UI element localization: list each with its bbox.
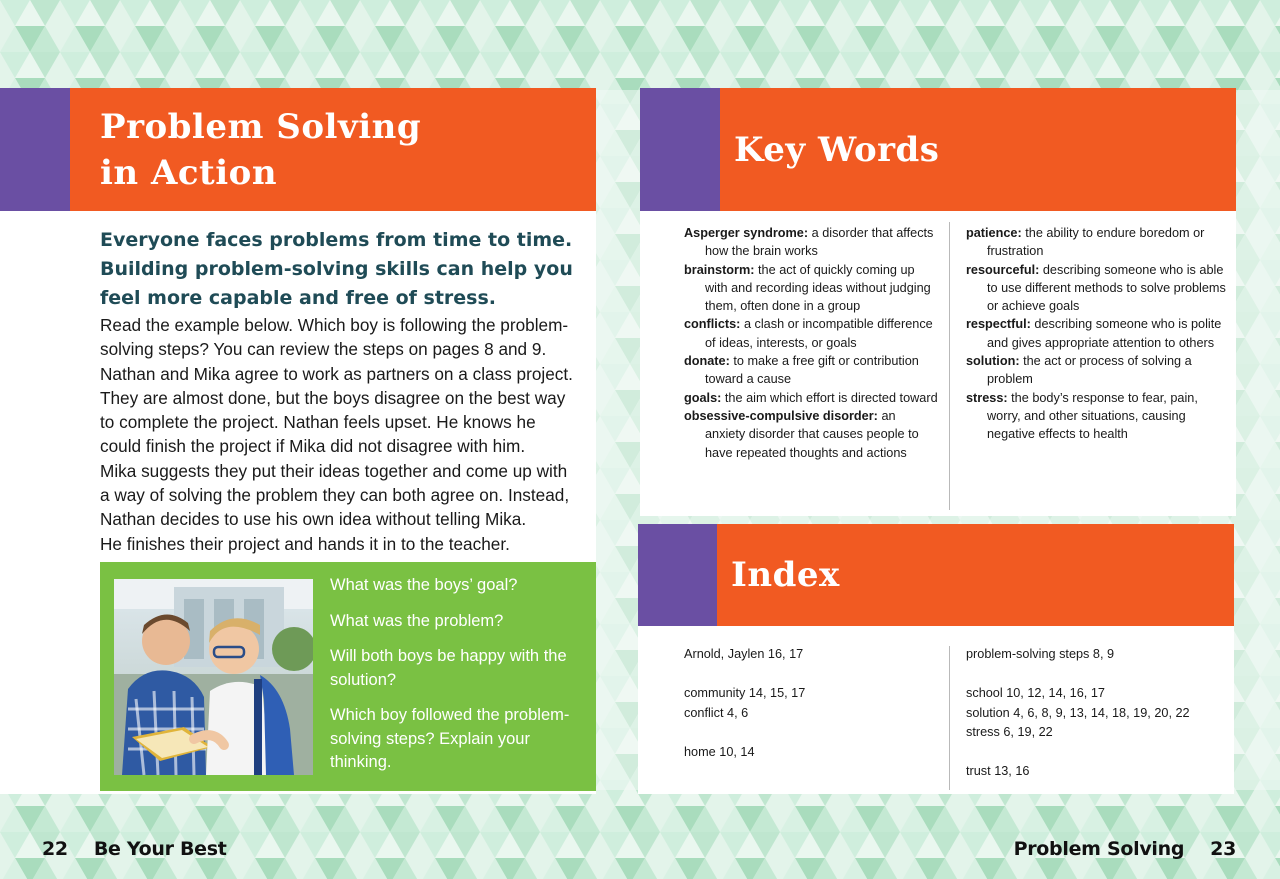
glossary-definition: the act of quickly coming up with and recording ideas without judging them, often done in a group	[705, 262, 931, 314]
column-divider	[949, 646, 950, 790]
lead-paragraph: Everyone faces problems from time to time. Building problem-solving skills can help you feel more capable and free of stress.	[100, 229, 573, 309]
glossary-entry	[966, 224, 1228, 261]
index-column-left	[684, 645, 939, 762]
glossary-term: solution:	[966, 354, 1020, 369]
index-entry: Arnold, Jaylen 16, 17	[684, 647, 804, 661]
key-words-banner	[640, 88, 1236, 211]
glossary-definition: the aim which effort is directed toward	[724, 390, 938, 405]
glossary-definition: a clash or incompatible difference of ideas, interests, or goals	[705, 317, 933, 350]
glossary-definition: describing someone who is able to use different methods to solve problems or achieve goals	[987, 262, 1226, 314]
index-spacer	[966, 743, 1228, 763]
index-spacer	[966, 665, 1228, 685]
question-box	[100, 562, 596, 791]
body-line: They are almost done, but the boys disagree on the best way	[100, 387, 566, 408]
banner-title-area	[70, 88, 596, 211]
body-line: solving steps? You can review the steps on pages 8 and 9.	[100, 339, 547, 360]
body-line: to complete the project. Nathan feels upset. He knows he	[100, 412, 536, 433]
glossary-definition: describing someone who is polite and gives appropriate attention to others	[987, 317, 1222, 350]
glossary-definition: the body’s response to fear, pain, worry, and other situations, causing negative effects to health	[987, 390, 1198, 442]
key-words-column-right	[966, 224, 1228, 444]
glossary-term: donate:	[684, 354, 730, 369]
glossary-entry	[684, 261, 939, 316]
glossary-definition: the act or process of solving a problem	[987, 354, 1192, 387]
banner-accent	[638, 524, 717, 626]
banner-accent	[0, 88, 70, 211]
question-item: What was the problem?	[330, 611, 504, 630]
index-banner	[638, 524, 1234, 626]
column-divider	[949, 222, 950, 510]
body-line: Nathan decides to use his own idea without telling Mika.	[100, 509, 527, 530]
glossary-entry	[966, 315, 1228, 352]
page-number: 22	[42, 838, 68, 860]
glossary-term: Asperger syndrome:	[684, 226, 809, 240]
footer-left	[42, 838, 227, 860]
index-entry: trust 13, 16	[966, 764, 1030, 778]
discussion-questions	[330, 574, 590, 787]
boys-reading-photo	[114, 579, 313, 775]
body-line: Read the example below. Which boy is following the problem-	[100, 315, 569, 335]
glossary-entry	[684, 315, 939, 352]
chapter-title: Problem Solving	[1013, 838, 1185, 860]
question-item: What was the boys’ goal?	[330, 576, 518, 594]
index-column-right	[966, 645, 1228, 782]
index-entry: home 10, 14	[684, 744, 755, 759]
glossary-entry	[684, 389, 939, 407]
glossary-entry	[966, 352, 1228, 389]
index-entry: problem-solving steps 8, 9	[966, 647, 1115, 661]
glossary-entry	[684, 224, 939, 261]
glossary-term: respectful:	[966, 317, 1031, 332]
index-title: Index	[731, 555, 840, 595]
glossary-entry	[966, 261, 1228, 316]
index-entry: school 10, 12, 14, 16, 17	[966, 686, 1105, 700]
glossary-term: brainstorm:	[684, 262, 755, 277]
body-line: He finishes their project and hands it in to the teacher.	[100, 533, 510, 554]
banner-title-area	[720, 88, 1236, 211]
key-words-column-left	[684, 224, 939, 462]
key-words-title: Key Words	[734, 129, 940, 170]
index-spacer	[684, 665, 939, 685]
body-line: could finish the project if Mika did not disagree with him.	[100, 436, 526, 457]
book-title: Be Your Best	[93, 838, 227, 860]
title-line-1: Problem Solving	[100, 106, 422, 147]
glossary-entry	[684, 352, 939, 389]
banner-title-area	[717, 524, 1234, 626]
index-entry: conflict 4, 6	[684, 705, 749, 720]
index-entry: solution 4, 6, 8, 9, 13, 14, 18, 19, 20, 22	[966, 705, 1190, 720]
question-item: Which boy followed the problem-solving steps? Explain your thinking.	[330, 706, 570, 771]
title-banner	[0, 88, 596, 211]
glossary-term: goals:	[684, 390, 722, 405]
footer-right	[1014, 838, 1236, 860]
index-spacer	[684, 723, 939, 743]
banner-accent	[640, 88, 720, 211]
title-line-2: in Action	[100, 152, 278, 193]
glossary-term: obsessive-compulsive disorder:	[684, 408, 878, 423]
glossary-entry	[966, 389, 1228, 444]
body-paragraph	[100, 313, 595, 556]
glossary-term: resourceful:	[966, 262, 1040, 277]
question-item: Will both boys be happy with the solution?	[330, 647, 567, 689]
page-number: 23	[1210, 838, 1236, 860]
index-entry: stress 6, 19, 22	[966, 725, 1053, 739]
page-title	[100, 104, 421, 196]
glossary-definition: the ability to endure boredom or frustration	[987, 226, 1205, 259]
glossary-entry	[684, 407, 939, 462]
glossary-term: patience:	[966, 226, 1022, 240]
glossary-definition: an anxiety disorder that causes people to have repeated thoughts and actions	[705, 408, 919, 460]
index-entry: community 14, 15, 17	[684, 686, 806, 700]
body-line: Mika suggests they put their ideas together and come up with	[100, 460, 568, 481]
glossary-term: stress:	[966, 390, 1008, 405]
glossary-term: conflicts:	[684, 317, 741, 332]
glossary-definition: a disorder that affects how the brain works	[705, 226, 934, 259]
glossary-definition: to make a free gift or contribution toward a cause	[705, 354, 919, 387]
body-line: Nathan and Mika agree to work as partners on a class project.	[100, 363, 573, 384]
body-line: a way of solving the problem they can both agree on. Instead,	[100, 485, 570, 506]
